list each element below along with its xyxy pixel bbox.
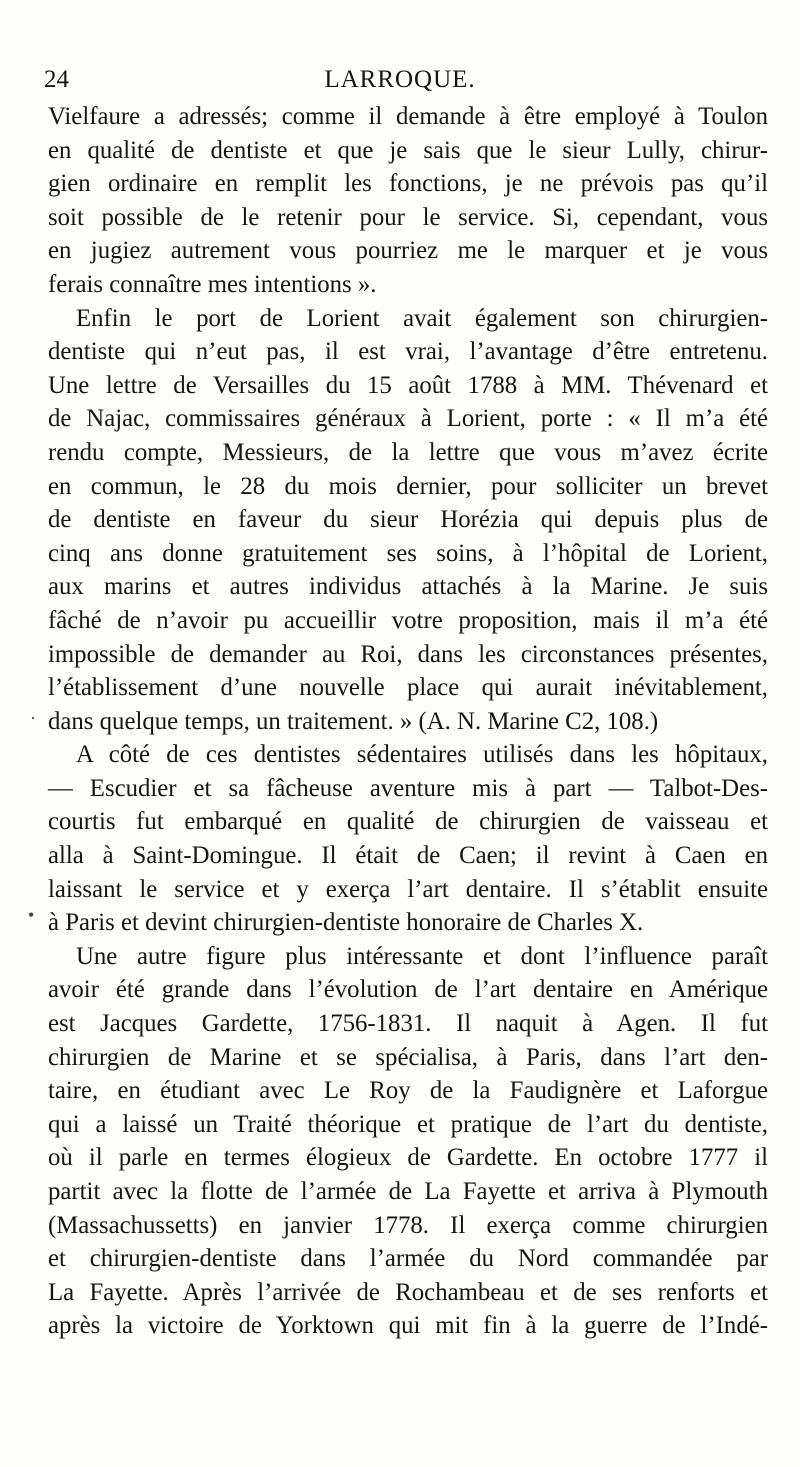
text-line: qui a laissé un Traité théorique et pratique de l’art du dentiste, (48, 1110, 768, 1138)
text-line: Une lettre de Versailles du 15 août 1788 à MM. Thévenard et (48, 371, 768, 399)
text-line: courtis fut embarqué en qualité de chirurgien de vaisseau et (48, 808, 768, 836)
text-line: A côté de ces dentistes sédentaires utilisés dans les hôpitaux, (76, 741, 768, 769)
body-text (48, 100, 768, 1343)
text-line: aux marins et autres individus attachés à la Marine. Je suis (48, 573, 768, 601)
page-header (36, 60, 764, 100)
text-line: de dentiste en faveur du sieur Horézia qui depuis plus de (48, 506, 768, 534)
text-line: de Najac, commissaires généraux à Lorient, porte : « Il m’a été (48, 405, 768, 433)
text-line: en commun, le 28 du mois dernier, pour solliciter un brevet (48, 472, 768, 500)
text-line: rendu compte, Messieurs, de la lettre que vous m’avez écrite (48, 438, 768, 466)
running-head: LARROQUE. (324, 66, 476, 93)
text-line: dans quelque temps, un traitement. » (A. N. Marine C2, 108.) (48, 707, 659, 735)
text-line: à Paris et devint chirurgien-dentiste honoraire de Charles X. (48, 909, 644, 937)
page-number: 24 (44, 66, 69, 93)
text-line: avoir été grande dans l’évolution de l’art dentaire en Amérique (48, 976, 768, 1004)
text-line: chirurgien de Marine et se spécialisa, à Paris, dans l’art den- (48, 1043, 768, 1071)
text-line: en qualité de dentiste et que je sais que le sieur Lully, chirur- (48, 136, 768, 164)
text-line: soit possible de le retenir pour le service. Si, cependant, vous (48, 203, 768, 231)
text-line: et chirurgien-dentiste dans l’armée du Nord commandée par (48, 1245, 768, 1273)
text-line: l’établissement d’une nouvelle place qui aurait inévitablement, (48, 674, 768, 702)
text-line: Une autre figure plus intéressante et dont l’influence paraît (76, 942, 768, 970)
text-line: cinq ans donne gratuitement ses soins, à l’hôpital de Lorient, (48, 539, 768, 567)
margin-mark: • (28, 905, 35, 925)
text-line: où il parle en termes élogieux de Gardette. En octobre 1777 il (48, 1144, 768, 1172)
text-line: gien ordinaire en remplit les fonctions, je ne prévois pas qu’il (48, 170, 768, 198)
text-line: après la victoire de Yorktown qui mit fin à la guerre de l’Indé- (48, 1312, 768, 1340)
text-line: Vielfaure a adressés; comme il demande à être employé à Toulon (48, 103, 768, 130)
text-line: taire, en étudiant avec Le Roy de la Faudignère et Laforgue (48, 1077, 768, 1105)
margin-mark: · (30, 708, 36, 728)
text-line: La Fayette. Après l’arrivée de Rochambeau et de ses renforts et (48, 1278, 768, 1306)
text-line: impossible de demander au Roi, dans les circonstances présentes, (48, 640, 768, 668)
text-line: ferais connaître mes intentions ». (48, 270, 377, 298)
text-line: dentiste qui n’eut pas, il est vrai, l’avantage d’être entretenu. (48, 338, 768, 366)
text-line: — Escudier et sa fâcheuse aventure mis à part — Talbot-Des- (48, 774, 768, 802)
text-line: partit avec la flotte de l’armée de La Fayette et arriva à Plymouth (48, 1178, 768, 1205)
text-line: en jugiez autrement vous pourriez me le marquer et je vous (48, 237, 768, 265)
text-line: fâché de n’avoir pu accueillir votre proposition, mais il m’a été (48, 606, 768, 634)
text-line: alla à Saint-Domingue. Il était de Caen; il revint à Caen en (48, 842, 768, 870)
text-line: laissant le service et y exerça l’art dentaire. Il s’établit ensuite (48, 875, 768, 903)
text-line: est Jacques Gardette, 1756-1831. Il naquit à Agen. Il fut (48, 1010, 768, 1038)
text-line: (Massachussetts) en janvier 1778. Il exerça comme chirurgien (48, 1211, 768, 1239)
text-line: Enfin le port de Lorient avait également son chirurgien- (76, 304, 768, 332)
